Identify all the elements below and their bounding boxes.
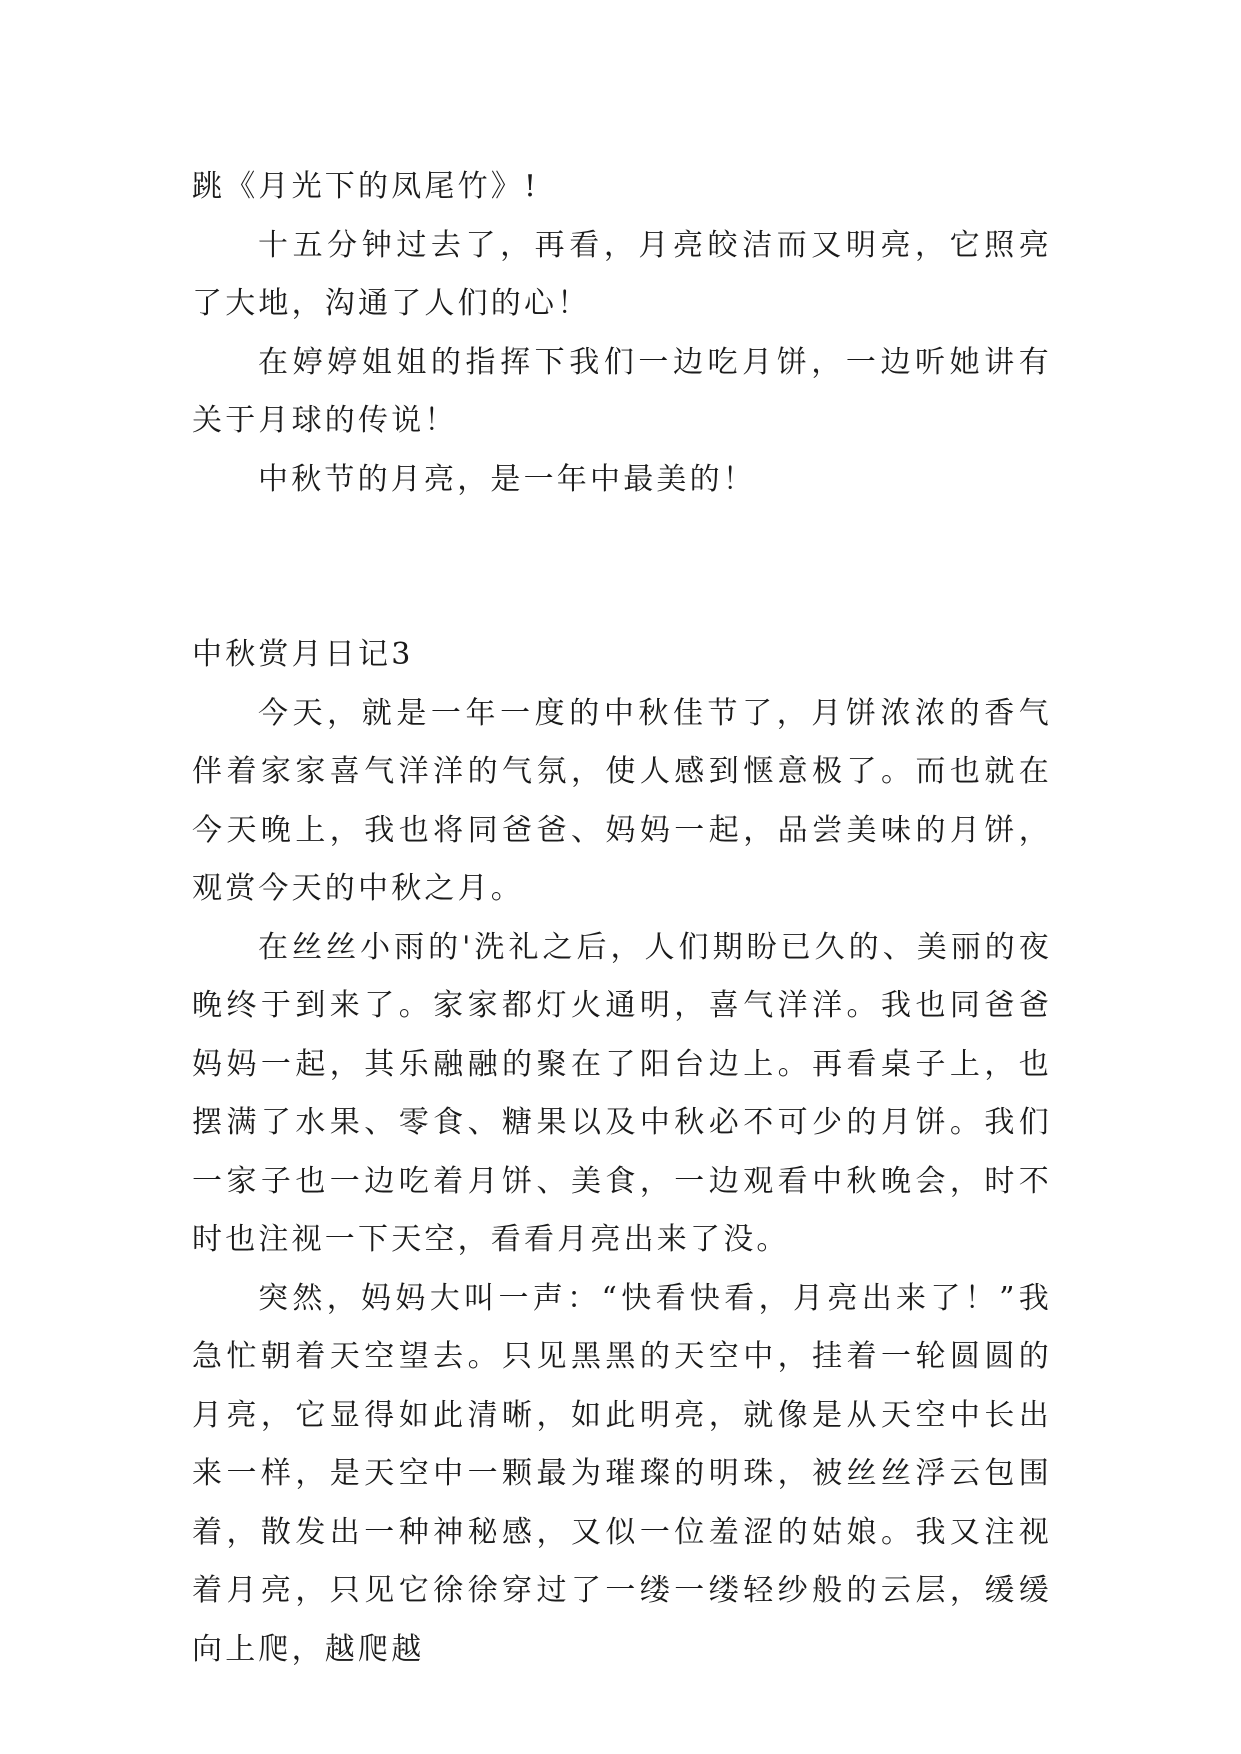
section-spacer <box>192 509 1052 626</box>
paragraph: 在丝丝小雨的'洗礼之后，人们期盼已久的、美丽的夜晚终于到来了。家家都灯火通明，喜气洋洋。我也同爸爸妈妈一起，其乐融融的聚在了阳台边上。再看桌子上，也摆满了水果、零食、糖果以及中秋必不可少的月饼。我们一家子也一边吃着月饼、美食，一边观看中秋晚会，时不时也注视一下天空，看看月亮出来了没。 <box>192 929 1052 1257</box>
paragraph: 在婷婷姐姐的指挥下我们一边吃月饼，一边听她讲有关于月球的传说！ <box>192 344 1052 438</box>
paragraph: 中秋节的月亮，是一年中最美的！ <box>258 461 756 497</box>
paragraph: 突然，妈妈大叫一声：“快看快看，月亮出来了！”我急忙朝着天空望去。只见黑黑的天空中，挂着一轮圆圆的月亮，它显得如此清晰，如此明亮，就像是从天空中长出来一样，是天空中一颗最为璀璨的明珠，被丝丝浮云包围着，散发出一种神秘感，又似一位羞涩的姑娘。我又注视着月亮，只见它徐徐穿过了一缕一缕轻纱般的云层，缓缓向上爬，越爬越 <box>192 1280 1052 1667</box>
paragraph: 今天，就是一年一度的中秋佳节了，月饼浓浓的香气伴着家家喜气洋洋的气氛，使人感到惬意极了。而也就在今天晚上，我也将同爸爸、妈妈一起，品尝美味的月饼，观赏今天的中秋之月。 <box>192 695 1052 906</box>
paragraph: 十五分钟过去了，再看，月亮皎洁而又明亮，它照亮了大地，沟通了人们的心！ <box>192 227 1052 321</box>
paragraph-continuation: 跳《月光下的凤尾竹》! <box>192 169 540 204</box>
section-title: 中秋赏月日记3 <box>192 637 414 672</box>
document-body <box>192 158 1052 1679</box>
